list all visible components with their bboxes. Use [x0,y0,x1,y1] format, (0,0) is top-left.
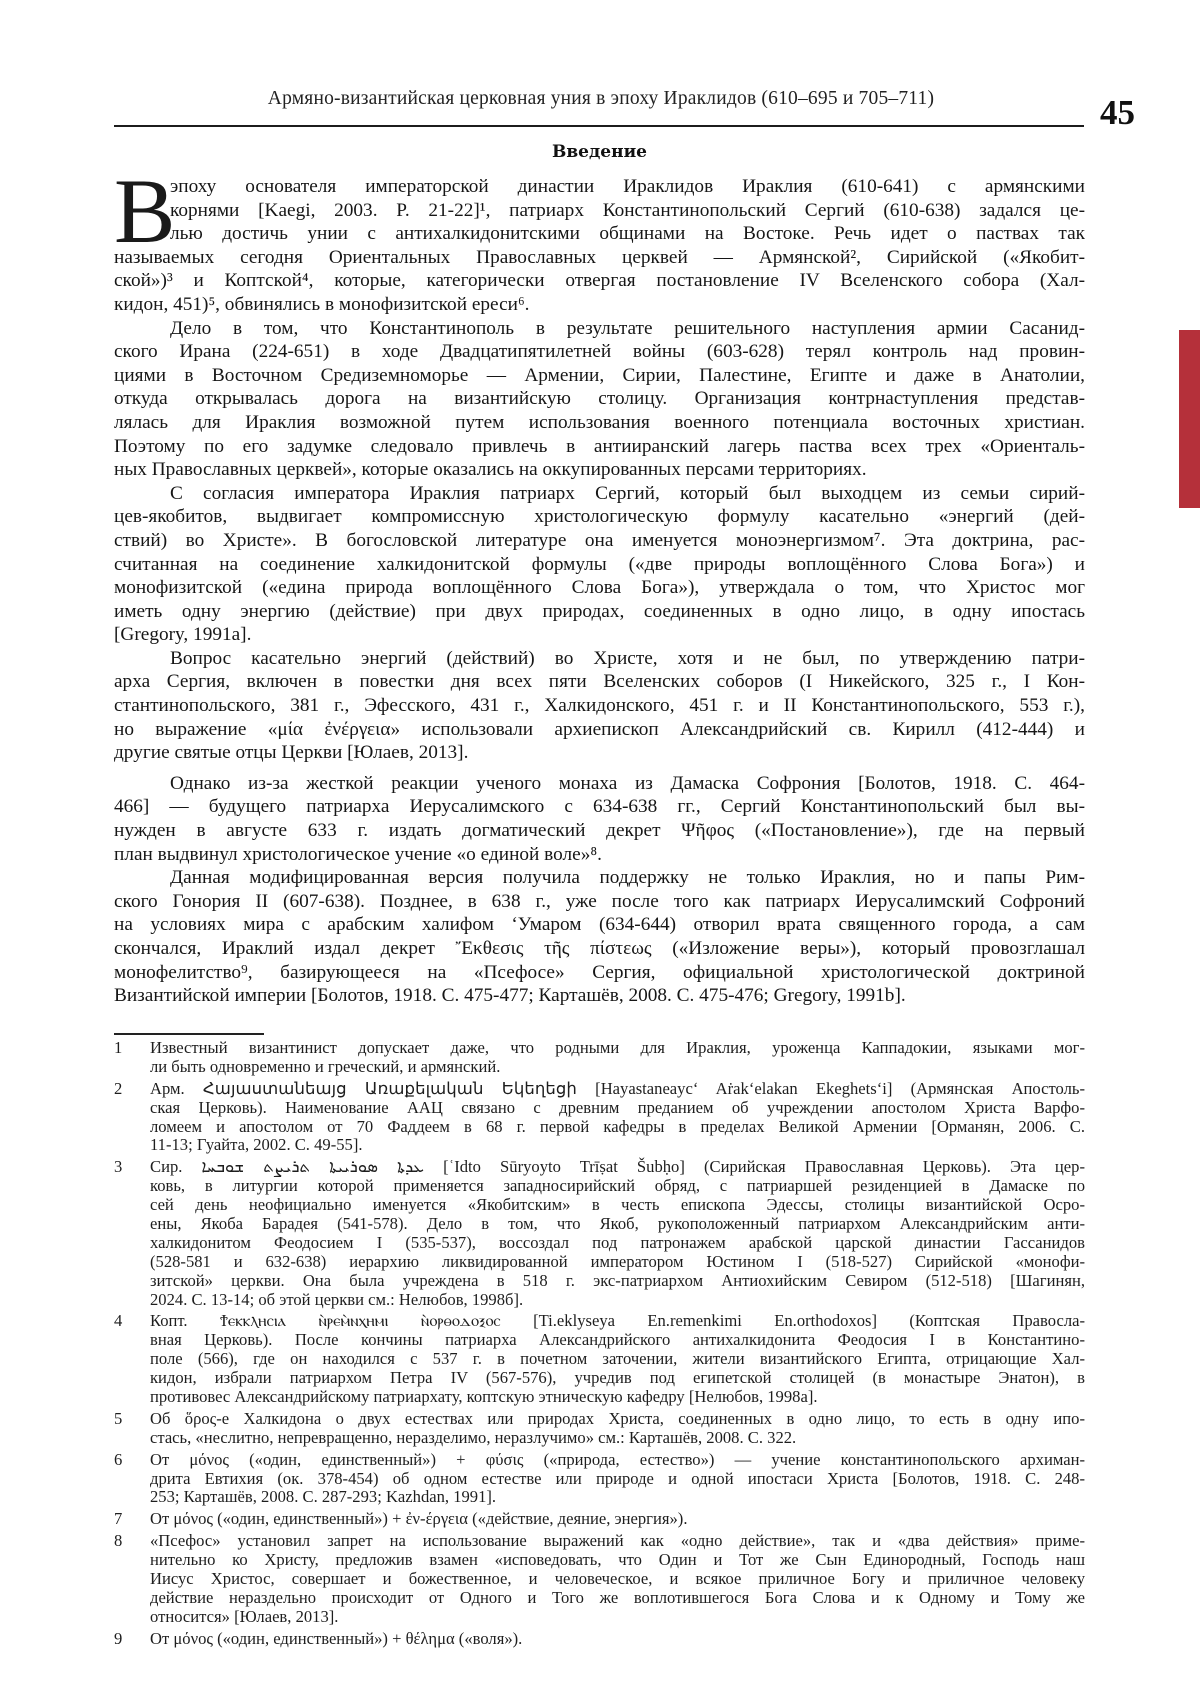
footnote-line: относится» [Юлаев, 2013]. [150,1606,339,1626]
footnote-line: противовес Александрийскому патриархату, коптскую этническую кафедру [Нелюбов, 1998а]. [150,1387,818,1407]
footnote-item [114,1158,1085,1309]
footnote-rule [114,1033,264,1035]
text-line: Дело в том, что Константинополь в результате решительного наступления армии Сасанид- [170,317,1085,339]
footnote-line: Арм. Հայաստանեայց Առաքելական Եկեղեցի [Hayastaneayc‘ Aṙak‘elakan Ekeghets‘i] (Армянская Апостоль- [150,1078,1085,1098]
text-line: ского Ирана (224-651) в ходе Двадцатипятилетней войны (603-628) терял контроль над провин- [114,341,1085,363]
footnote-number: 2 [114,1078,123,1098]
footnote-number: 6 [114,1449,123,1469]
text-line: ных Православных церквей», которые оказались на оккупированных персами территориях. [114,459,867,481]
footnote-number: 4 [114,1311,123,1331]
footnote-item [114,1532,1085,1626]
running-header-title: Армяно-византийская церковная уния в эпоху Ираклидов (610–695 и 705–711) [267,88,935,109]
footnote-line: стась, «неслитно, непревращенно, неразделимо, неразлучимо» см.: Карташёв, 2008. С. 322. [150,1427,797,1447]
footnote-number: 8 [114,1531,123,1551]
text-line: иметь одну энергию (действие) при двух природах, соединенных в одно лицо, в одну ипостась [114,600,1085,622]
footnote-line: От μόνος («один, единственный») + φύσις («природа, естество») — учение константинопольского архиман- [150,1449,1085,1469]
text-line: нужден в августе 633 г. издать догматический декрет Ψῆφος («Постановление»), где на первый [114,820,1085,842]
text-line: скончался, Ираклий издал декрет Ἔκθεσις τῆς πίστεως («Изложение веры»), который провозглашал [114,938,1085,959]
text-line: [Gregory, 1991a]. [114,624,252,646]
text-line: другие святые отцы Церкви [Юлаев, 2013]. [114,742,469,764]
paragraph [114,772,1085,866]
footnote-line: нительно ко Христу, предложив взамен «исповедовать, что Один и Тот же Сын Единородный, Господь наш [150,1550,1085,1570]
text-line: Однако из-за жесткой реакции ученого монаха из Дамаска Софрония [Болотов, 1918. С. 464- [170,772,1085,794]
footnote-line: 2024. С. 13-14; об этой церкви см.: Нелюбов, 1998б]. [150,1289,524,1309]
footnote-line: ломеем и апостолом от 70 Фаддеем в 68 г. первой кафедры в пределах Великой Армении [Орманян, 2006. С. [150,1116,1085,1136]
footnote-item [114,1630,1085,1649]
footnote-line: «Псефос» установил запрет на использование выражений как «одно действие», так и «два действия» приме- [150,1531,1085,1551]
paragraph [114,647,1085,765]
footnote-line: действие нераздельно происходит от Одного и Того же воплотившегося Бога Слова и к Одному и Тому же [150,1587,1085,1607]
paragraph [114,866,1085,1008]
footnote-line: ская Церковь). Наименование ААЦ связано с древним преданием об учреждении апостолом Христа Варфо- [150,1097,1085,1117]
footnote-line: халкидонитом Феодосием I (535-537), воссоздал под патронажем арабской царской династии Гассанидов [150,1232,1085,1252]
paragraph [114,317,1085,482]
footnote-line: ли быть одновременно и греческий, и армянский. [150,1056,501,1076]
footnote-number: 3 [114,1157,123,1177]
footnote-line: зитской» церкви. Она была учреждена в 518 г. экс-патриархом Антиохийским Севиром (512-518) [Шагинян, [150,1270,1085,1290]
text-line: корнями [Kaegi, 2003. P. 21-22]¹, патриарх Константинопольский Сергий (610-638) задался це- [170,199,1085,221]
body-text [114,175,1085,1008]
footnote-line: Сир. ܥܕܬܐ ܣܘܪܝܝܬܐ ܬܪܝܨܬ ܫܘܒܚܐ [ʿIdto Sūryoyto Trīṣat Šubḥo] (Сирийская Православная Церковь). Эта цер- [150,1157,1085,1177]
drop-cap-letter: В [114,160,176,262]
footnote-line: Иисус Христос, совершает и божественное, и человеческое, и всякое приличное Богу и приличное человеку [150,1569,1085,1589]
paragraph [114,175,1085,317]
text-line: ской»)³ и Коптской⁴, которые, категорически отвергая постановление IV Вселенского собора (Хал- [114,270,1085,292]
text-line: Данная модифицированная версия получила поддержку не только Ираклия, но и папы Рим- [170,867,1085,889]
footnote-line: Известный византинист допускает даже, что родными для Ираклия, уроженца Каппадокии, языками мог- [150,1038,1085,1057]
text-line: ского Гонория II (607-638). Позднее, в 638 г., уже после того как патриарх Иерусалимский Софроний [114,890,1085,912]
text-line: считанная на соединение халкидонитской формулы («две природы воплощённого Слова Бога») и [114,553,1085,575]
text-line: эпоху основателя императорской династии Ираклидов Ираклия (610-641) с армянскими [170,176,1085,197]
footnote-line: дрита Евтихия (ок. 378-454) об одном естестве или природе и одной ипостаси Христа [Болотов, 1918. С. 248- [150,1468,1085,1488]
footnote-line: 11-13; Гуайта, 2002. С. 49-55]. [150,1135,363,1155]
footnote-item [114,1080,1085,1156]
text-line: 466] — будущего патриарха Иерусалимского с 634-638 гг., Сергий Константинопольский был вы- [114,796,1085,818]
footnote-item [114,1039,1085,1077]
text-line: С согласия императора Ираклия патриарх Сергий, который был выходцем из семьи сирий- [170,482,1085,504]
text-line: арха Сергия, включен в повестки дня всех пяти Вселенских соборов (I Никейского, 325 г., I Кон- [114,671,1085,693]
footnote-item [114,1510,1085,1529]
footnote-line: (528-581 и 632-638) иерархию ликвидированной императором Юстином I (518-527) Сирийской «монофи- [150,1251,1085,1271]
footnote-line: От μόνος («один, единственный») + θέλημα («воля»). [150,1628,523,1648]
text-line: лью достичь унии с антихалкидонитскими общинами на Востоке. Речь идет о паствах так [170,223,1085,245]
paragraph [114,482,1085,647]
footnote-item [114,1312,1085,1406]
page-number: 45 [1100,93,1135,132]
text-line: план выдвинул христологическое учение «о единой воле»⁸. [114,843,602,865]
footnote-number: 7 [114,1509,123,1529]
chapter-thumb-tab [1179,330,1200,508]
text-line: стантинопольского, 381 г., Эфесского, 431 г., Халкидонского, 451 г. и II Константинопольского, 553 г.), [114,695,1085,717]
footnote-line: 253; Карташёв, 2008. С. 287-293; Kazhdan, 1991]. [150,1487,497,1507]
text-line: Византийской империи [Болотов, 1918. С. 475-477; Карташёв, 2008. С. 475-476; Gregory, 1991b]. [114,985,906,1007]
text-line: монофелитство⁹, базирующееся на «Псефосе» Сергия, официальной христологической доктриной [114,961,1085,983]
text-line: лялась для Ираклия возможной путем использования военного потенциала восточных христиан. [114,411,1085,433]
footnote-number: 5 [114,1408,123,1428]
text-line: Поэтому по его задумке следовало привлечь в антииранский лагерь паства всех трех «Ориенталь- [114,435,1085,457]
footnote-number: 9 [114,1628,123,1648]
section-title: Введение [551,142,647,162]
text-line: откуда открывалась дорога на византийскую столицу. Организация контрнаступления представ- [114,388,1085,410]
text-line: цев-якобитов, выдвигает компромиссную христологическую формулу касательно «энергий (дей- [114,506,1085,528]
footnote-item [114,1451,1085,1508]
footnote-line: ены, Якоба Барадея (541-578). Дело в том, что Якоб, рукоположенный патриархом Александрийским анти- [150,1214,1085,1234]
text-line: на условиях мира с арабским халифом ‘Умаром (634-644) отворил врата священного города, а сам [114,914,1085,936]
footnote-line: поле (566), где он находился с 537 г. в почетном заточении, жители византийского Египта, отрицающие Хал- [150,1349,1085,1369]
footnote-line: ковь, в литургии которой применяется западносирийский обряд, с патриаршей резиденцией в Дамаске по [150,1176,1085,1196]
footnote-line: От μόνος («один, единственный») + ἐν-έργεια («действие, деяние, энергия»). [150,1509,688,1529]
footnote-line: сей день неофициально именуется «Якобитским» в честь епископа Эдессы, столицы византийской Осро- [150,1195,1085,1215]
footnote-number: 1 [114,1038,123,1057]
footnotes [114,1039,1085,1652]
footnote-item [114,1410,1085,1448]
footnote-line: Об ὅρος-е Халкидона о двух естествах или природах Христа, соединенных в одно лицо, то есть в одну ипо- [150,1408,1085,1428]
text-line: циями в Восточном Средиземноморье — Армении, Сирии, Палестине, Египте и даже в Анатолии, [114,364,1085,386]
footnote-line: Копт. Ϯⲉⲕⲕⲗⲏⲥⲓⲁ ⲛ̀ⲣⲉⲙ̀ⲛⲭⲏⲙⲓ ⲛ̀ⲟⲣⲑⲟⲇⲟⲝⲟⲥ [Ti.eklyseya En.remenkimi En.orthodoxos] (Коптская Правосла- [150,1311,1085,1331]
header-rule [114,125,1084,127]
footnote-line: вная Церковь). После кончины патриарха Александрийского антихалкидонита Феодосия I в Константино- [150,1330,1085,1350]
text-line: ствий) во Христе». В богословской литературе она именуется моноэнергизмом⁷. Эта доктрина, рас- [114,529,1085,551]
text-line: кидон, 451)⁵, обвинялись в монофизитской ереси⁶. [114,293,530,315]
footnote-line: кидон, избрали патриархом Петра IV (567-576), учредив под египетской столицей (в монастыре Энатон), в [150,1368,1085,1388]
text-line: называемых сегодня Ориентальных Православных церквей — Армянской², Сирийской («Якобит- [114,246,1085,268]
text-line: монофизитской («едина природа воплощённого Слова Бога»), утверждала о том, что Христос мог [114,577,1085,599]
text-line: но выражение «μία ἐνέργεια» использовали архиепископ Александрийский св. Кирилл (412-444) и [114,718,1085,740]
text-line: Вопрос касательно энергий (действий) во Христе, хотя и не был, по утверждению патри- [170,647,1085,669]
